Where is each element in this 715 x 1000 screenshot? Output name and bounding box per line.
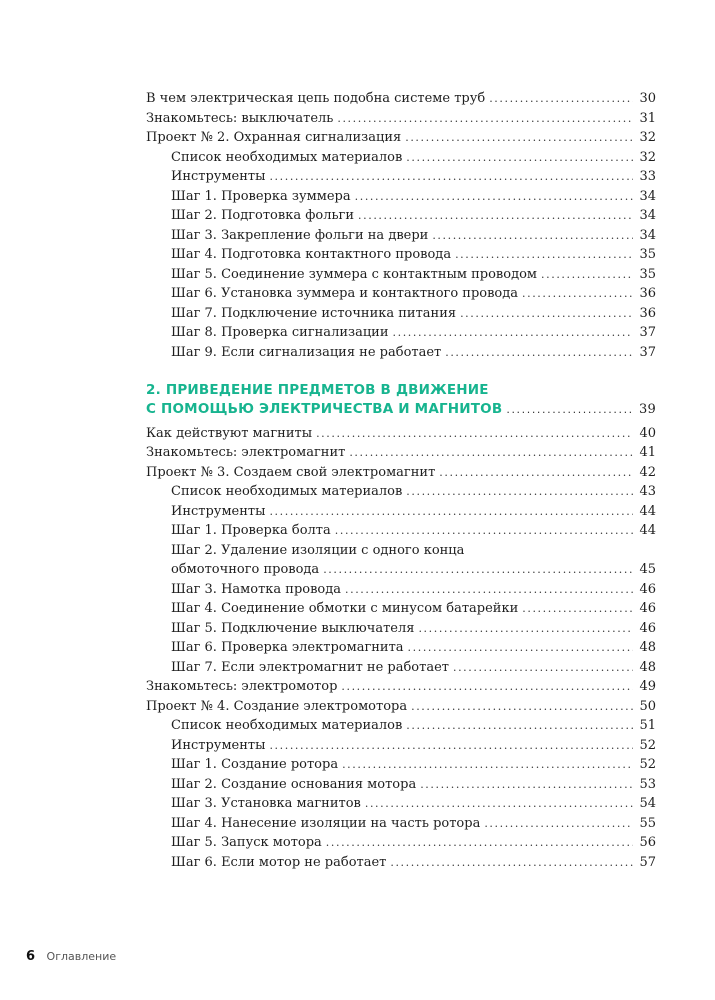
toc-entry-page-number: 34 xyxy=(639,208,656,223)
dot-leader xyxy=(323,560,633,580)
toc-entry-title: Шаг 3. Намотка провода xyxy=(171,581,342,597)
dot-leader xyxy=(405,128,633,148)
dot-leader xyxy=(455,245,633,265)
dot-leader xyxy=(269,502,633,522)
chapter-heading[interactable] xyxy=(146,380,656,420)
toc-entry[interactable] xyxy=(146,265,656,285)
dot-leader xyxy=(358,206,633,226)
toc-entry[interactable] xyxy=(146,541,656,561)
dot-leader xyxy=(406,148,633,168)
toc-entry[interactable] xyxy=(146,323,656,343)
toc-entry-title: Шаг 2. Удаление изоляции с одного конца xyxy=(171,542,465,558)
dot-leader xyxy=(337,109,633,129)
toc-entry-page-number: 46 xyxy=(639,581,656,597)
toc-entry-title: В чем электрическая цепь подобна системе труб xyxy=(146,91,486,106)
dot-leader xyxy=(411,697,633,717)
dot-leader xyxy=(522,599,633,619)
toc-entry[interactable] xyxy=(146,443,656,463)
toc-entry-page-number: 48 xyxy=(639,659,656,675)
dot-leader xyxy=(439,463,633,483)
toc-entry[interactable] xyxy=(146,226,656,246)
dot-leader xyxy=(406,716,633,736)
toc-entry-page-number: 46 xyxy=(639,620,656,636)
toc-entry-page-number: 57 xyxy=(639,854,656,870)
toc-entry[interactable] xyxy=(146,560,656,580)
toc-entry[interactable] xyxy=(146,167,656,187)
toc-entry-title: Шаг 8. Проверка сигнализации xyxy=(171,325,389,340)
toc-entry-page-number: 31 xyxy=(639,110,656,126)
toc-entry[interactable] xyxy=(146,424,656,444)
toc-entry-page-number: 37 xyxy=(639,325,656,340)
toc-entry-title: Список необходимых материалов xyxy=(171,718,403,733)
dot-leader xyxy=(453,658,633,678)
page-footer xyxy=(26,949,116,964)
toc-entry[interactable] xyxy=(146,658,656,678)
toc-entry-title: Шаг 7. Если электромагнит не работает xyxy=(171,659,449,675)
toc-entry[interactable] xyxy=(146,580,656,600)
dot-leader xyxy=(432,226,633,246)
toc-entry-title: Шаг 6. Если мотор не работает xyxy=(171,854,387,870)
toc-entry[interactable] xyxy=(146,814,656,834)
toc-entry-page-number: 32 xyxy=(639,149,656,165)
table-of-contents xyxy=(146,89,656,872)
toc-entry-title: Шаг 3. Установка магнитов xyxy=(171,796,361,811)
toc-entry[interactable] xyxy=(146,755,656,775)
dot-leader xyxy=(345,580,633,600)
dot-leader xyxy=(408,638,634,658)
toc-entry-page-number: 44 xyxy=(639,523,656,538)
toc-entry-title: Шаг 9. Если сигнализация не работает xyxy=(171,344,442,360)
dot-leader xyxy=(420,775,633,795)
dot-leader xyxy=(335,521,634,541)
dot-leader xyxy=(269,736,633,756)
toc-entry-page-number: 43 xyxy=(639,484,656,499)
toc-entry-title: Шаг 2. Подготовка фольги xyxy=(171,208,355,223)
toc-entry-page-number: 36 xyxy=(639,305,656,321)
toc-entry-title: Инструменты xyxy=(171,503,266,519)
toc-entry-page-number: 42 xyxy=(639,464,656,480)
toc-entry[interactable] xyxy=(146,128,656,148)
toc-entry[interactable] xyxy=(146,853,656,873)
toc-entry-page-number: 37 xyxy=(639,344,656,360)
toc-entry[interactable] xyxy=(146,716,656,736)
toc-entry-page-number: 54 xyxy=(639,796,656,811)
toc-entry-title: Список необходимых материалов xyxy=(171,149,403,165)
toc-entry-title: Проект № 2. Охранная сигнализация xyxy=(146,130,402,145)
toc-entry-title: Шаг 5. Соединение зуммера с контактным проводом xyxy=(171,266,538,282)
toc-entry-title: Проект № 4. Создание электромотора xyxy=(146,698,408,714)
toc-entry-page-number: 36 xyxy=(639,286,656,301)
toc-entry-page-number: 48 xyxy=(639,640,656,655)
dot-leader xyxy=(349,443,633,463)
toc-entry-page-number: 34 xyxy=(639,227,656,243)
dot-leader xyxy=(326,833,634,853)
toc-entry-title: Шаг 2. Создание основания мотора xyxy=(171,776,417,792)
toc-entry-page-number: 51 xyxy=(639,718,656,733)
footer-section-title: Оглавление xyxy=(46,950,117,963)
toc-entry-page-number: 44 xyxy=(639,503,656,519)
dot-leader xyxy=(390,853,633,873)
dot-leader xyxy=(355,187,634,207)
toc-entry-title: Инструменты xyxy=(171,737,266,753)
toc-entry[interactable] xyxy=(146,677,656,697)
toc-entry[interactable] xyxy=(146,482,656,502)
toc-entry-page-number: 49 xyxy=(639,679,656,694)
toc-entry-page-number: 35 xyxy=(639,266,656,282)
toc-entry-page-number: 52 xyxy=(639,737,656,753)
toc-entry-title: Знакомьтесь: электромотор xyxy=(146,679,338,694)
toc-entry[interactable] xyxy=(146,89,656,109)
chapter-title-line-2: С ПОМОЩЬЮ ЭЛЕКТРИЧЕСТВА И МАГНИТОВ xyxy=(146,401,503,417)
toc-entry-page-number: 55 xyxy=(639,815,656,831)
toc-entry-page-number: 56 xyxy=(639,835,656,850)
toc-entry[interactable] xyxy=(146,187,656,207)
toc-entry-title: Шаг 5. Запуск мотора xyxy=(171,835,322,850)
toc-entry[interactable] xyxy=(146,638,656,658)
dot-leader xyxy=(418,619,633,639)
toc-entry[interactable] xyxy=(146,794,656,814)
toc-entry[interactable] xyxy=(146,619,656,639)
chapter-title-line-1: 2. ПРИВЕДЕНИЕ ПРЕДМЕТОВ В ДВИЖЕНИЕ xyxy=(146,382,489,398)
toc-entry-page-number: 53 xyxy=(639,776,656,792)
toc-entry-title: Шаг 1. Создание ротора xyxy=(171,757,339,772)
toc-entry-page-number: 35 xyxy=(639,247,656,262)
toc-entry[interactable] xyxy=(146,148,656,168)
dot-leader xyxy=(365,794,634,814)
toc-entry-page-number: 32 xyxy=(639,130,656,145)
toc-entry-page-number: 40 xyxy=(639,425,656,441)
toc-entry[interactable] xyxy=(146,284,656,304)
dot-leader xyxy=(316,424,633,444)
toc-section-1 xyxy=(146,89,656,362)
dot-leader xyxy=(393,323,634,343)
dot-leader xyxy=(506,400,633,420)
dot-leader xyxy=(269,167,633,187)
toc-entry[interactable] xyxy=(146,599,656,619)
toc-entry-page-number: 41 xyxy=(639,445,656,460)
toc-entry-title: Шаг 6. Установка зуммера и контактного провода xyxy=(171,286,519,301)
toc-entry-page-number: 50 xyxy=(639,698,656,714)
toc-entry-title: Список необходимых материалов xyxy=(171,484,403,499)
dot-leader xyxy=(489,89,633,109)
toc-entry-title: Шаг 4. Подготовка контактного провода xyxy=(171,247,452,262)
toc-entry-title: Как действуют магниты xyxy=(146,425,313,441)
toc-entry-title: обмоточного провода xyxy=(171,562,320,577)
toc-entry-title: Шаг 7. Подключение источника питания xyxy=(171,305,457,321)
dot-leader xyxy=(342,755,633,775)
dot-leader xyxy=(484,814,633,834)
toc-entry[interactable] xyxy=(146,343,656,363)
toc-entry-page-number: 45 xyxy=(639,562,656,577)
toc-entry[interactable] xyxy=(146,736,656,756)
toc-section-2 xyxy=(146,424,656,873)
toc-entry-page-number: 34 xyxy=(639,188,656,204)
footer-page-number: 6 xyxy=(26,949,36,964)
toc-entry[interactable] xyxy=(146,521,656,541)
toc-entry-page-number: 52 xyxy=(639,757,656,772)
toc-entry-title: Шаг 1. Проверка болта xyxy=(171,523,331,538)
toc-entry[interactable] xyxy=(146,109,656,129)
toc-entry-title: Знакомьтесь: выключатель xyxy=(146,110,334,126)
toc-entry-title: Шаг 1. Проверка зуммера xyxy=(171,188,351,204)
dot-leader xyxy=(522,284,633,304)
toc-entry-page-number: 46 xyxy=(639,601,656,616)
chapter-title-row xyxy=(146,400,656,420)
toc-entry[interactable] xyxy=(146,833,656,853)
toc-entry[interactable] xyxy=(146,697,656,717)
toc-entry-title: Инструменты xyxy=(171,169,266,184)
dot-leader xyxy=(406,482,633,502)
dot-leader xyxy=(445,343,633,363)
toc-entry-title: Шаг 3. Закрепление фольги на двери xyxy=(171,227,429,243)
dot-leader xyxy=(341,677,633,697)
toc-entry-title: Проект № 3. Создаем свой электромагнит xyxy=(146,464,436,480)
toc-entry-page-number: 33 xyxy=(639,169,656,184)
toc-entry-title: Знакомьтесь: электромагнит xyxy=(146,445,346,460)
toc-entry[interactable] xyxy=(146,775,656,795)
toc-entry[interactable] xyxy=(146,206,656,226)
toc-entry-title: Шаг 4. Соединение обмотки с минусом батарейки xyxy=(171,601,519,616)
toc-entry-title: Шаг 5. Подключение выключателя xyxy=(171,620,415,636)
toc-entry-page-number: 30 xyxy=(639,91,656,106)
toc-entry[interactable] xyxy=(146,304,656,324)
chapter-page-number: 39 xyxy=(639,402,656,417)
toc-entry[interactable] xyxy=(146,463,656,483)
dot-leader xyxy=(541,265,633,285)
dot-leader xyxy=(460,304,633,324)
toc-entry[interactable] xyxy=(146,502,656,522)
toc-entry[interactable] xyxy=(146,245,656,265)
toc-entry-title: Шаг 6. Проверка электромагнита xyxy=(171,640,404,655)
toc-entry-title: Шаг 4. Нанесение изоляции на часть ротора xyxy=(171,815,481,831)
